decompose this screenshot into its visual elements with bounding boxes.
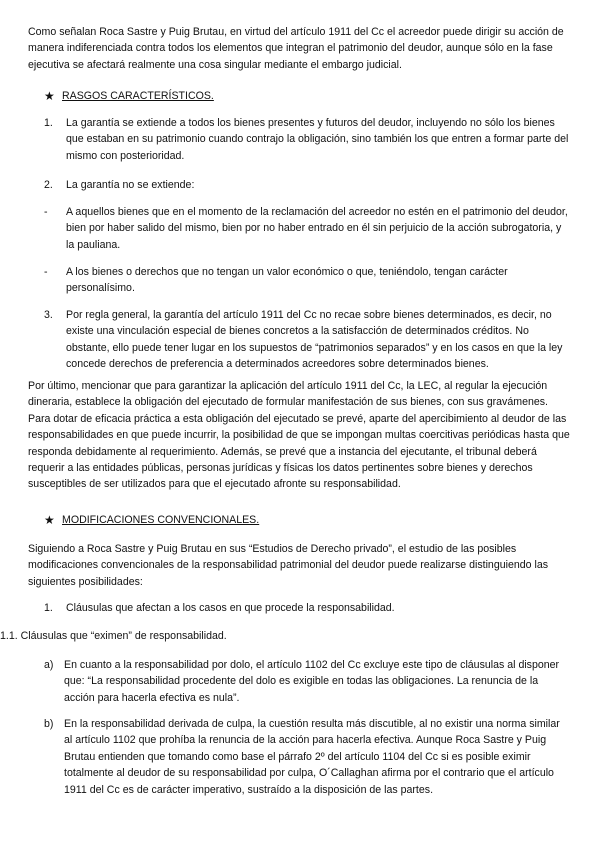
alpha-marker: a) xyxy=(44,659,54,671)
list-item-text: Por regla general, la garantía del artículo 1911 del Cc no recae sobre bienes determinados, es decir, no existe una vinculación especial de bienes concretos a la satisfacción de determinados créditos. No obstante, ello puede tener lugar en los supuestos de “patrimonios separados” y en los casos en que la ley concede derechos de preferencia a determinados acreedores sobre determinados bienes. xyxy=(66,309,563,371)
list-marker: 1. xyxy=(44,602,53,614)
section-heading-rasgos xyxy=(44,88,214,104)
list-item xyxy=(44,600,570,616)
list-item-text: La garantía se extiende a todos los bienes presentes y futuros del deudor, incluyendo no sólo los bienes que estaban en su patrimonio cuando contrajo la obligación, sino también los que entren a formar parte del mismo con posterioridad. xyxy=(66,117,569,162)
list-item-text: Cláusulas que afectan a los casos en que procede la responsabilidad. xyxy=(66,602,395,614)
list-marker: 2. xyxy=(44,179,53,191)
list-item xyxy=(44,307,570,373)
alpha-item xyxy=(44,657,570,706)
subsection-heading: 1.1. Cláusulas que “eximen” de responsabilidad. xyxy=(0,630,227,642)
paragraph-ultimo: Por último, mencionar que para garantizar la aplicación del artículo 1911 del Cc, la LEC, al regular la ejecución dineraria, establece la obligación del ejecutado de formular manifestación de sus bienes, con sus gravámenes. Para dotar de eficacia práctica a esta obligación del ejecutado se prevé, aparte del apercibimiento al deudor de las responsabilidades en que puede incurrir, la posibilidad de que se impongan multas coercitivas periódicas hasta que responda debidamente al requerimiento. Además, se prevé que a instancia del ejecutante, el tribunal deberá requerir a las entidades públicas, personas jurídicas y físicas los datos pertinentes sobre bienes y derechos susceptibles de ser utilizados para que el ejecutado afronte su responsabilidad. xyxy=(28,380,570,491)
section-title: RASGOS CARACTERÍSTICOS. xyxy=(62,90,214,102)
alpha-item-text: En cuanto a la responsabilidad por dolo, el artículo 1102 del Cc excluye este tipo de cláusulas al disponer que: “La responsabilidad procedente del dolo es exigible en todas las obligaciones. La renuncia de la acción para hacerla efectiva es nula”. xyxy=(64,659,560,704)
list-item xyxy=(44,115,570,164)
dash-marker: - xyxy=(44,266,48,278)
dash-marker: - xyxy=(44,206,48,218)
list-item xyxy=(44,177,570,193)
alpha-marker: b) xyxy=(44,718,54,730)
list-marker: 3. xyxy=(44,309,53,321)
dash-item-text: A los bienes o derechos que no tengan un valor económico o que, teniéndolo, tengan carácter personalísimo. xyxy=(66,266,508,295)
dash-item-text: A aquellos bienes que en el momento de la reclamación del acreedor no estén en el patrimonio del deudor, bien por haber salido del mismo, bien por no haber entrado en él sin perjuicio de la acción subrogatoria, y la pauliana. xyxy=(66,206,568,251)
paragraph-siguiendo: Siguiendo a Roca Sastre y Puig Brutau en sus “Estudios de Derecho privado”, el estudio de las posibles modificaciones convencionales de la responsabilidad patrimonial del deudor puede realizarse distinguiendo las siguientes posibilidades: xyxy=(28,543,549,588)
intro-paragraph: Como señalan Roca Sastre y Puig Brutau, en virtud del artículo 1911 del Cc el acreedor puede dirigir su acción de manera indiferenciada contra todos los elementos que integran el patrimonio del deudor, aunque sólo en la fase ejecutiva se afectará realmente una cosa singular mediante el embargo judicial. xyxy=(28,26,564,71)
section-title: MODIFICACIONES CONVENCIONALES. xyxy=(62,514,260,526)
star-bullet-icon: ★ xyxy=(44,513,55,527)
list-marker: 1. xyxy=(44,117,53,129)
alpha-item xyxy=(44,716,570,798)
alpha-item-text: En la responsabilidad derivada de culpa, la cuestión resulta más discutible, al no existir una norma similar al artículo 1102 que prohíba la renuncia de la acción para hacerla efectiva. Aunque Roca Sastre y Puig Brutau entienden que tomando como base el párrafo 2º del artículo 1104 del Cc si es posible eximir totalmente al deudor de su responsabilidad por culpa, O´Callaghan afirma por el contrario que el artículo 1911 del Cc es de carácter imperativo, sustraído a la disposición de las partes. xyxy=(64,718,560,796)
section-heading-modificaciones xyxy=(44,512,259,528)
star-bullet-icon: ★ xyxy=(44,89,55,103)
list-item-text: La garantía no se extiende: xyxy=(66,179,195,191)
dash-item xyxy=(44,264,570,297)
dash-item xyxy=(44,204,570,253)
